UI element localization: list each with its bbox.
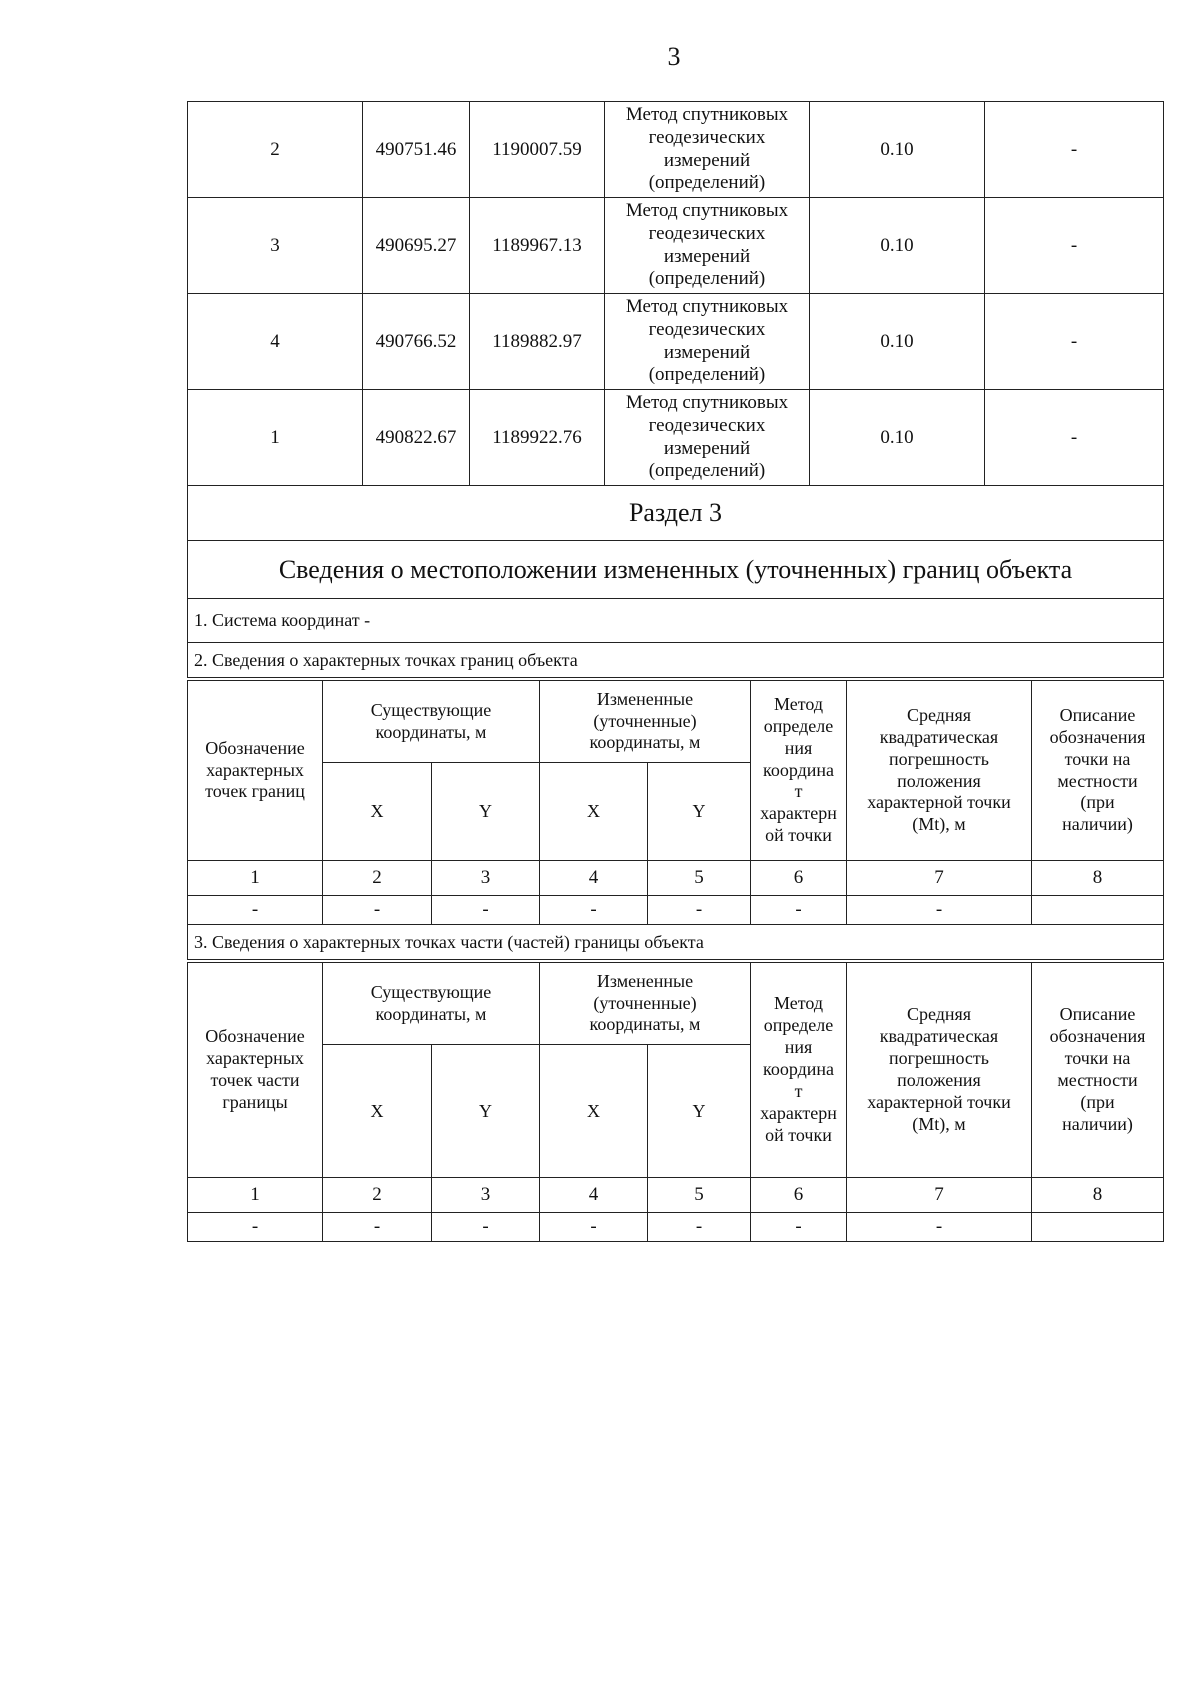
cell-line: ния (784, 737, 813, 758)
cell: - (751, 1213, 847, 1242)
point-row (188, 102, 1164, 198)
cell-line: точки на (1064, 748, 1131, 769)
cell-line: ния (784, 1037, 813, 1058)
header-changed-y: Y (648, 1045, 751, 1178)
page-number: 3 (667, 42, 681, 71)
point-method (605, 294, 810, 390)
points-table (187, 101, 1164, 678)
point-id: 2 (188, 102, 363, 198)
cell-line: (при (1080, 1091, 1115, 1112)
header-description (1032, 681, 1164, 861)
header-existing-x: X (323, 1045, 432, 1178)
point-id: 1 (188, 390, 363, 486)
empty-data-row (188, 896, 1164, 925)
cell-line: измерений (663, 245, 751, 267)
header-description (1032, 963, 1164, 1178)
point-method (605, 102, 810, 198)
cell-line: положения (897, 770, 981, 791)
cell-line: границы (222, 1091, 288, 1112)
cell-line: координа (762, 759, 834, 780)
cell-line: Измененные (596, 970, 694, 991)
cell-line: Метод спутниковых (625, 391, 789, 413)
cell: - (540, 1213, 648, 1242)
point-precision: 0.10 (810, 390, 985, 486)
cell-line: ой точки (765, 825, 832, 846)
cell-line: характерной точки (867, 792, 1011, 813)
cell-line: характерной точки (867, 1091, 1011, 1112)
cell-line: обозначения (1049, 726, 1146, 747)
cell: 8 (1032, 861, 1164, 896)
cell-line: Метод (773, 693, 824, 714)
cell-line: координаты, м (375, 1003, 487, 1024)
cell: - (847, 1213, 1032, 1242)
section-title: Раздел 3 (188, 486, 1164, 541)
cell: 2 (323, 1178, 432, 1213)
cell-line: измерений (663, 341, 751, 363)
cell-line: ой точки (765, 1124, 832, 1145)
cell-line: характерных (206, 759, 304, 780)
cell: 7 (847, 861, 1032, 896)
header-changed-y: Y (648, 763, 751, 861)
coordinate-system: 1. Система координат - (188, 599, 1164, 643)
cell-line: (определений) (648, 460, 766, 482)
column-numbers-row (188, 1178, 1164, 1213)
point-description: - (985, 198, 1164, 294)
cell-line: характерн (760, 1102, 837, 1123)
header-existing-x: X (323, 763, 432, 861)
cell-line: Метод (773, 993, 824, 1014)
point-x: 490766.52 (363, 294, 470, 390)
cell-line: (определений) (648, 172, 766, 194)
cell-line: Обозначение (205, 1026, 305, 1047)
cell-line: координаты, м (375, 721, 487, 742)
cell-line: геодезических (648, 318, 766, 340)
empty-data-row (188, 1213, 1164, 1242)
header-method (751, 681, 847, 861)
cell: 8 (1032, 1178, 1164, 1213)
point-precision: 0.10 (810, 294, 985, 390)
header-changed-coords (540, 681, 751, 763)
cell-line: Средняя (906, 704, 972, 725)
cell-line: Метод спутниковых (625, 295, 789, 317)
cell: 3 (432, 1178, 540, 1213)
cell (1032, 1213, 1164, 1242)
cell-line: геодезических (648, 414, 766, 436)
cell: 3 (432, 861, 540, 896)
cell-line: определе (763, 1015, 834, 1036)
header-changed-x: X (540, 1045, 648, 1178)
cell-line: Описание (1059, 1004, 1136, 1025)
cell-line: Описание (1059, 704, 1136, 725)
header-designation (188, 963, 323, 1178)
cell-line: квадратическая (879, 1026, 999, 1047)
point-row (188, 198, 1164, 294)
section-subtitle: Сведения о местоположении измененных (уточненных) границ объекта (188, 541, 1164, 599)
point-method (605, 198, 810, 294)
point-y: 1189882.97 (470, 294, 605, 390)
cell-line: т (794, 781, 803, 802)
cell: - (323, 1213, 432, 1242)
point-description: - (985, 390, 1164, 486)
cell-line: Средняя (906, 1004, 972, 1025)
cell: - (751, 896, 847, 925)
point-row (188, 294, 1164, 390)
cell-line: погрешность (888, 1048, 989, 1069)
point-x: 490751.46 (363, 102, 470, 198)
cell-line: (определений) (648, 364, 766, 386)
cell: - (323, 896, 432, 925)
cell-line: (при (1080, 792, 1115, 813)
header-existing-y: Y (432, 763, 540, 861)
cell: - (432, 1213, 540, 1242)
cell-line: Измененные (596, 688, 694, 709)
point-id: 4 (188, 294, 363, 390)
cell: - (188, 1213, 323, 1242)
cell-line: Метод спутниковых (625, 199, 789, 221)
point-x: 490695.27 (363, 198, 470, 294)
cell-line: координаты, м (589, 1014, 701, 1035)
cell-line: т (794, 1080, 803, 1101)
cell: 4 (540, 861, 648, 896)
cell-line: геодезических (648, 222, 766, 244)
cell: - (847, 896, 1032, 925)
cell-line: характерных (206, 1048, 304, 1069)
boundary-points-table (187, 680, 1164, 960)
cell-line: (уточненные) (593, 992, 697, 1013)
cell: 7 (847, 1178, 1032, 1213)
point-y: 1190007.59 (470, 102, 605, 198)
cell-line: точек границ (205, 781, 305, 802)
cell-line: местности (1057, 770, 1138, 791)
point-precision: 0.10 (810, 102, 985, 198)
cell: - (540, 896, 648, 925)
cell-line: точки на (1064, 1048, 1131, 1069)
cell (1032, 896, 1164, 925)
cell-line: (уточненные) (593, 710, 697, 731)
cell-line: характерн (760, 803, 837, 824)
column-numbers-row (188, 861, 1164, 896)
cell: - (432, 896, 540, 925)
cell-line: (определений) (648, 268, 766, 290)
cell-line: определе (763, 715, 834, 736)
header-method (751, 963, 847, 1178)
point-y: 1189922.76 (470, 390, 605, 486)
cell-line: Метод спутниковых (625, 103, 789, 125)
point-description: - (985, 102, 1164, 198)
subsection-2-title: 2. Сведения о характерных точках границ объекта (188, 643, 1164, 678)
cell-line: наличии) (1062, 814, 1133, 835)
cell-line: положения (897, 1070, 981, 1090)
cell-line: координа (762, 1059, 834, 1080)
cell-line: квадратическая (879, 726, 999, 747)
cell-line: (Mt), м (912, 814, 966, 835)
cell-line: обозначения (1049, 1026, 1146, 1047)
point-y: 1189967.13 (470, 198, 605, 294)
cell: 2 (323, 861, 432, 896)
cell-line: Обозначение (205, 737, 305, 758)
header-changed-coords (540, 963, 751, 1045)
cell-line: местности (1057, 1070, 1138, 1090)
cell: 5 (648, 861, 751, 896)
cell: 1 (188, 861, 323, 896)
cell-line: наличии) (1062, 1113, 1133, 1134)
cell-line: измерений (663, 437, 751, 459)
point-precision: 0.10 (810, 198, 985, 294)
subsection-3-title: 3. Сведения о характерных точках части (частей) границы объекта (188, 925, 1164, 960)
header-precision (847, 963, 1032, 1178)
cell-line: точек части (210, 1070, 300, 1090)
header-precision (847, 681, 1032, 861)
point-id: 3 (188, 198, 363, 294)
point-method (605, 390, 810, 486)
cell-line: погрешность (888, 748, 989, 769)
cell: - (648, 896, 751, 925)
point-description: - (985, 294, 1164, 390)
cell: - (648, 1213, 751, 1242)
point-x: 490822.67 (363, 390, 470, 486)
cell-line: Существующие (370, 981, 492, 1002)
cell-line: (Mt), м (912, 1113, 966, 1134)
cell: 1 (188, 1178, 323, 1213)
part-boundary-points-table (187, 962, 1164, 1242)
point-row (188, 390, 1164, 486)
cell-line: геодезических (648, 126, 766, 148)
header-designation (188, 681, 323, 861)
cell: 5 (648, 1178, 751, 1213)
cell: 6 (751, 861, 847, 896)
cell: 6 (751, 1178, 847, 1213)
cell: 4 (540, 1178, 648, 1213)
header-existing-coords (323, 963, 540, 1045)
cell-line: измерений (663, 149, 751, 171)
header-existing-y: Y (432, 1045, 540, 1178)
cell: - (188, 896, 323, 925)
cell-line: координаты, м (589, 732, 701, 753)
header-changed-x: X (540, 763, 648, 861)
cell-line: Существующие (370, 699, 492, 720)
header-existing-coords (323, 681, 540, 763)
